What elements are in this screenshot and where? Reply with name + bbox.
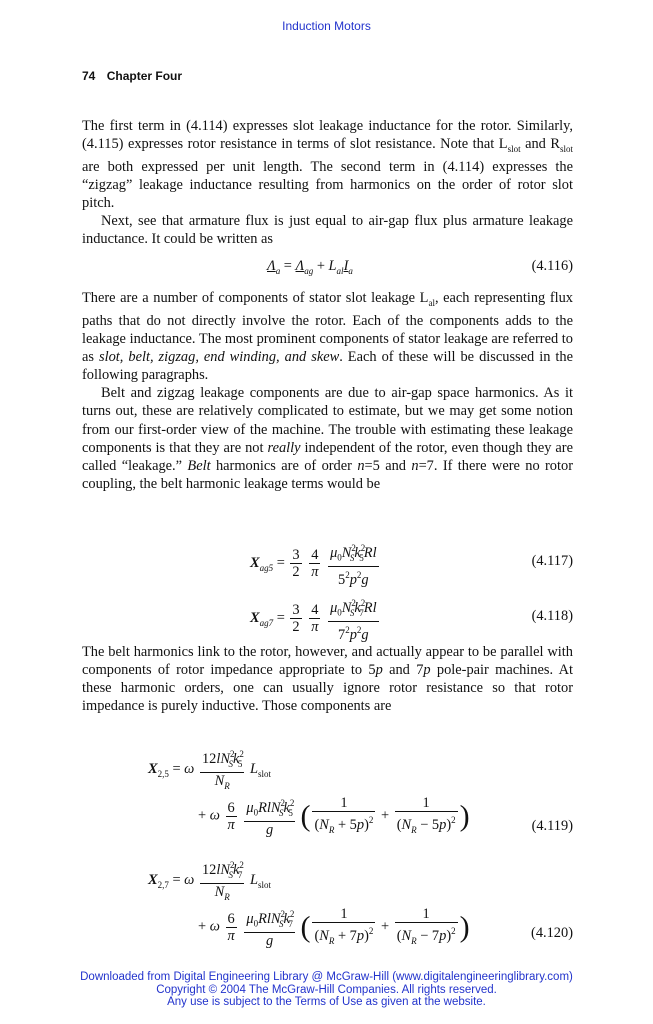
equation-4-119-line1: $X_{2,5} = \omega$ $\frac{12lN^2_Sk^2_5}{N_R}$ $L_{slot}$ [148,746,271,794]
equation-4-116-number: (4.116) [531,258,573,274]
footer-terms-line[interactable]: Any use is subject to the Terms of Use as given at the website. [167,996,486,1008]
equation-4-118-number: (4.118) [531,608,573,624]
equation-4-117 [82,553,573,583]
equation-4-116 [82,258,573,288]
equation-4-120-line2: + ω $\frac{6}{\pi}$ $\frac{\mu_0RlN^2_Sk^2_7}{g}$ ( $\frac{1}{(N_R + 7p)^2}$ + $\frac{1}{(N_R - 7p)^2}$ ) [198,906,470,949]
equation-4-118 [82,608,573,638]
chapter-title: Chapter Four [106,69,183,83]
text-block-2 [82,289,573,493]
equation-4-120 [82,925,573,955]
text-block-1 [82,117,573,249]
paragraph-1: The first term in (4.114) expresses slot leakage inductance for the rotor. Similarly, (4.115) expresses rotor resistance in terms of slot resistance. Note that $L_{slot}$ and $R_{slot}$ are both expressed per unit length. The second term in (4.114) expresses the “zigzag” leakage inductance resulting from harmonics on the order of rotor slot pitch. [82,118,573,212]
paragraph-3: There are a number of components of stator slot leakage $L_{al}$, each representing flux paths that do not directly involve the rotor. Each of the components adds to the leakage inductance. The most prominent components of stator leakage are referred to as slot, belt, zigzag, end winding, and skew. Each of these will be discussed in the following paragraphs. [82,290,574,384]
equation-4-117-number: (4.117) [531,553,573,569]
paragraph-2: Next, see that armature flux is just equal to air-gap flux plus armature leakage inductance. It could be written as [82,213,573,248]
equation-4-118-body: $X_{ag7}$ = $\frac{3}{2}$ $\frac{4}{\pi}$ $\frac{\mu_0N^2_Sk^2_7Rl}{7^2p^2g}$ [250,595,381,642]
footer-download-line[interactable]: Downloaded from Digital Engineering Library @ McGraw-Hill (www.digitalengineeringlibrary.com) [80,971,573,983]
chapter-header [82,69,182,83]
text-block-3 [82,643,573,715]
paragraph-4: Belt and zigzag leakage components are due to air-gap space harmonics. As it turns out, these are relatively complicated to estimate, but we may get some notion from our first-order view of the machine. The trouble with estimating these leakage components is that they are not really independent of the rotor, even though they are called “leakage.” Belt harmonics are of order n=5 and n=7. If there were no rotor coupling, the belt harmonic leakage terms would be [82,385,573,492]
footer-copyright-line: Copyright © 2004 The McGraw-Hill Companies. All rights reserved. [156,983,497,996]
equation-4-119-line2: + ω $\frac{6}{\pi}$ $\frac{\mu_0RlN^2_Sk^2_5}{g}$ ( $\frac{1}{(N_R + 5p)^2}$ + $\frac{1}{(N_R - 5p)^2}$ ) [198,795,470,838]
paragraph-5: The belt harmonics link to the rotor, however, and actually appear to be parallel with components of rotor impedance appropriate to 5p and 7p pole-pair machines. At these harmonic orders, one can usually ignore rotor resistance so that rotor impedance is purely inductive. Those components are [82,644,573,715]
equation-4-116-body: $\Lambda_a = \Lambda_{ag} + L_{al}I_a$ [267,258,353,276]
equation-4-120-line1: $X_{2,7} = \omega$ $\frac{12lN^2_Sk^2_7}{N_R}$ $L_{slot}$ [148,857,271,905]
equation-4-117-body: $X_{ag5}$ = $\frac{3}{2}$ $\frac{4}{\pi}$ $\frac{\mu_0N^2_Sk^2_5Rl}{5^2p^2g}$ [250,540,381,587]
equation-4-120-number: (4.120) [531,925,573,941]
page-number: 74 [82,69,96,83]
running-head: Induction Motors [282,19,371,33]
page-footer [0,971,653,1009]
equation-4-119-number: (4.119) [531,818,573,834]
equation-4-119 [82,818,573,848]
